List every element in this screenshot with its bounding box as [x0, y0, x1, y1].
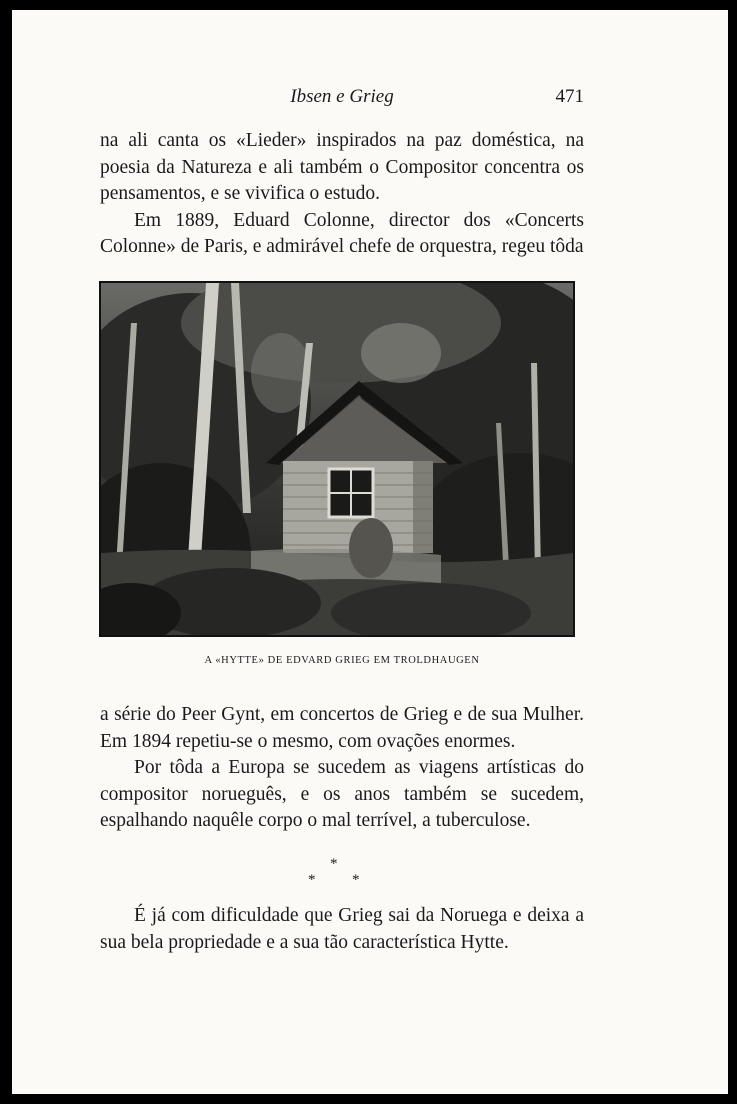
separator-asterisk: * — [330, 856, 338, 872]
separator-asterisk: * — [308, 872, 316, 888]
photo-illustration — [101, 283, 573, 635]
page-number: 471 — [555, 86, 584, 107]
section-separator — [292, 856, 372, 896]
running-title: Ibsen e Grieg — [290, 86, 394, 107]
separator-asterisk: * — [352, 872, 360, 888]
book-page — [12, 10, 728, 1094]
top-text-block — [100, 128, 584, 261]
photo-grieg-hytte — [99, 281, 575, 637]
paragraph: É já com dificuldade que Grieg sai da Noruega e deixa a sua bela propriedade e a sua tão característica Hytte. — [100, 905, 584, 953]
figure-caption: A «HYTTE» DE EDVARD GRIEG EM TROLDHAUGEN — [204, 655, 480, 666]
paragraph: Em 1889, Eduard Colonne, director dos «Concerts Colonne» de Paris, e admirável chefe de orquestra, regeu tôda — [100, 209, 584, 257]
bottom-text-block — [100, 702, 584, 835]
paragraph: Por tôda a Europa se sucedem as viagens artísticas do compositor norueguês, e os anos também se sucedem, espalhando naquêle corpo o mal terrível, a tuberculose. — [100, 757, 584, 831]
page-header — [100, 84, 584, 112]
paragraph: a série do Peer Gynt, em concertos de Grieg e de sua Mulher. Em 1894 repetiu-se o mesmo, com ovações enormes. — [100, 704, 584, 752]
paragraph: na ali canta os «Lieder» inspirados na paz doméstica, na poesia da Natureza e ali também o Compositor concentra os pensamentos, e se vivifica o estudo. — [100, 130, 584, 204]
final-text-block — [100, 903, 584, 956]
